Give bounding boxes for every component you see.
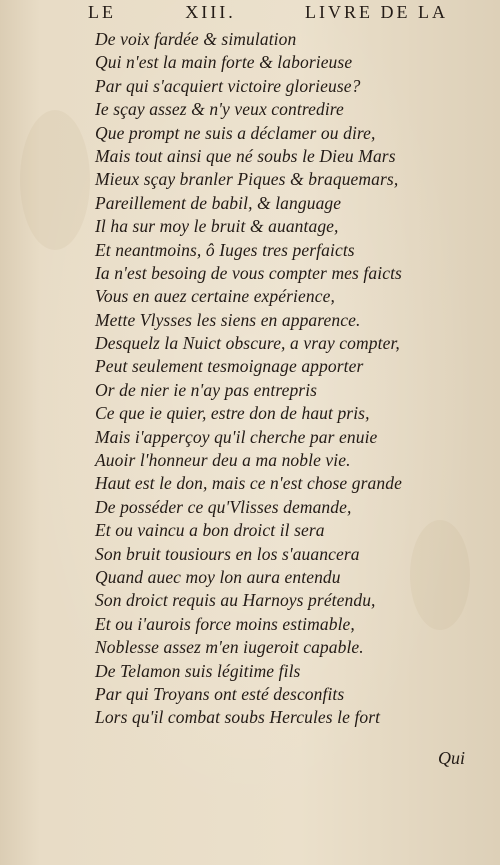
verse-line: Or de nier ie n'ay pas entrepris: [95, 379, 318, 400]
verse-line: De Telamon suis légitime fils: [95, 660, 301, 681]
verse-line: Mette Vlysses les siens en apparence.: [95, 309, 361, 330]
verse-line: Lors qu'il combat soubs Hercules le fort: [95, 707, 381, 728]
verse-line: Et ou vaincu a bon droict il sera: [95, 520, 325, 541]
verse-line: Ia n'est besoing de vous compter mes faicts: [95, 262, 402, 283]
header-right: LIVRE DE LA: [305, 2, 448, 22]
verse-line: De posséder ce qu'Vlisses demande,: [95, 496, 352, 517]
paper-stain: [20, 110, 90, 250]
verse-line: Peut seulement tesmoignage apporter: [95, 356, 364, 377]
verse-line: Auoir l'honneur deu a ma noble vie.: [95, 450, 351, 471]
verse-line: Et ou i'aurois force moins estimable,: [95, 613, 355, 634]
header-left: LE: [88, 2, 116, 22]
verse-line: Qui n'est la main forte & laborieuse: [95, 52, 353, 73]
verse-line: Il ha sur moy le bruit & auantage,: [95, 216, 339, 237]
header-middle: XIII.: [185, 2, 236, 22]
verse-line: Ce que ie quier, estre don de haut pris,: [95, 403, 370, 424]
catchword: Qui: [438, 748, 465, 768]
verse-line: De voix fardée & simulation: [95, 29, 297, 49]
verse-line: Mais i'apperçoy qu'il cherche par enuie: [95, 426, 378, 447]
verse-line: Et neantmoins, ô Iuges tres perfaicts: [95, 239, 355, 260]
verse-line: Que prompt ne suis a déclamer ou dire,: [95, 122, 376, 143]
verse-line: Ie sçay assez & n'y veux contredire: [95, 99, 344, 120]
verse-line: Noblesse assez m'en iugeroit capable.: [95, 637, 364, 658]
verse-line: Vous en auez certaine expérience,: [95, 286, 335, 307]
verse-line: Quand auec moy lon aura entendu: [95, 566, 341, 587]
verse-line: Par qui s'acquiert victoire glorieuse?: [95, 75, 361, 96]
poem-text: [95, 28, 425, 730]
verse-line: Desquelz la Nuict obscure, a vray compter,: [95, 333, 400, 354]
verse-line: Haut est le don, mais ce n'est chose grande: [95, 473, 402, 494]
verse-line: Par qui Troyans ont esté desconfits: [95, 683, 345, 704]
verse-line: Son droict requis au Harnoys prétendu,: [95, 590, 376, 611]
verse-line: Pareillement de babil, & language: [95, 192, 342, 213]
running-header: [88, 2, 448, 23]
verse-line: Mieux sçay branler Piques & braquemars,: [95, 169, 399, 190]
verse-line: Son bruit tousiours en los s'auancera: [95, 543, 360, 564]
verse-line: Mais tout ainsi que né soubs le Dieu Mars: [95, 145, 396, 166]
